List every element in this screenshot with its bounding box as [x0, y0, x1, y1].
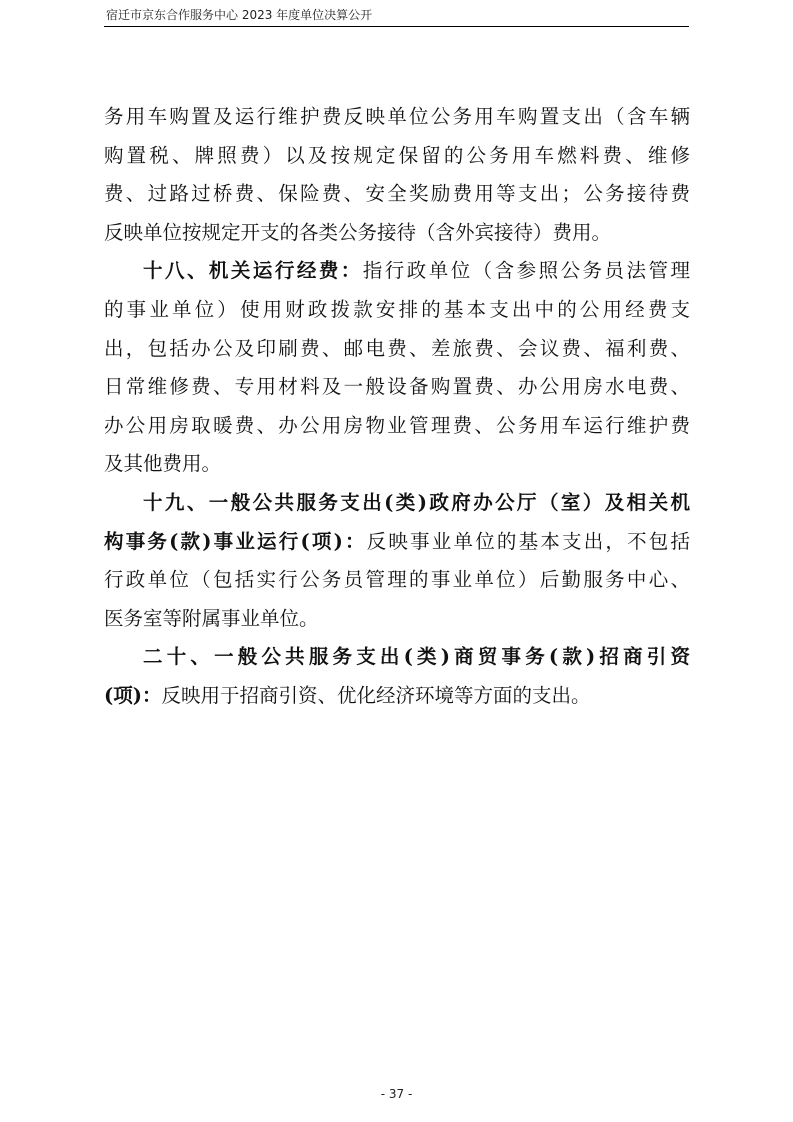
- definition-text: 反映用于招商引资、优化经济环境等方面的支出。: [161, 683, 591, 707]
- definition-line: [104, 523, 690, 562]
- definition-line: [104, 677, 690, 716]
- paragraph-line: 的事业单位）使用财政拨款安排的基本支出中的公用经费支: [104, 297, 690, 321]
- page-header: 宿迁市京东合作服务中心 2023 年度单位决算公开: [106, 8, 373, 22]
- term-heading: 二十、一般公共服务支出(类)商贸事务(款)招商引资: [143, 645, 690, 669]
- paragraph-line: 行政单位（包括实行公务员管理的事业单位）后勤服务中心、: [104, 568, 690, 592]
- definition-text: 反映事业单位的基本支出，不包括: [366, 529, 690, 553]
- paragraph-line: 日常维修费、专用材料及一般设备购置费、办公用房水电费、: [104, 375, 690, 399]
- paragraph-line: 反映单位按规定开支的各类公务接待（含外宾接待）费用。: [104, 220, 612, 244]
- paragraph-line: 医务室等附属事业单位。: [104, 606, 319, 630]
- term-heading: 十九、一般公共服务支出(类)政府办公厅（室）及相关机: [143, 490, 690, 514]
- term-heading: 十八、机关运行经费：: [143, 259, 363, 283]
- paragraph-line: 出，包括办公及印刷费、邮电费、差旅费、会议费、福利费、: [104, 336, 690, 360]
- term-heading: (项)：: [104, 683, 162, 707]
- definition-text: 指行政单位（含参照公务员法管理: [362, 259, 690, 283]
- paragraph-line: 费、过路过桥费、保险费、安全奖励费用等支出；公务接待费: [104, 182, 690, 206]
- term-heading: 构事务(款)事业运行(项)：: [104, 529, 367, 553]
- definition-line: [104, 252, 690, 291]
- paragraph-line: 务用车购置及运行维护费反映单位公务用车购置支出（含车辆: [104, 105, 690, 128]
- paragraph-line: 及其他费用。: [104, 452, 222, 476]
- document-body: [104, 98, 690, 716]
- paragraph-line: 办公用房取暖费、办公用房物业管理费、公务用车运行维护费: [104, 413, 690, 437]
- page-number: - 37 -: [380, 1087, 413, 1101]
- header-rule: [104, 26, 689, 27]
- paragraph-line: 购置税、牌照费）以及按规定保留的公务用车燃料费、维修: [104, 143, 690, 167]
